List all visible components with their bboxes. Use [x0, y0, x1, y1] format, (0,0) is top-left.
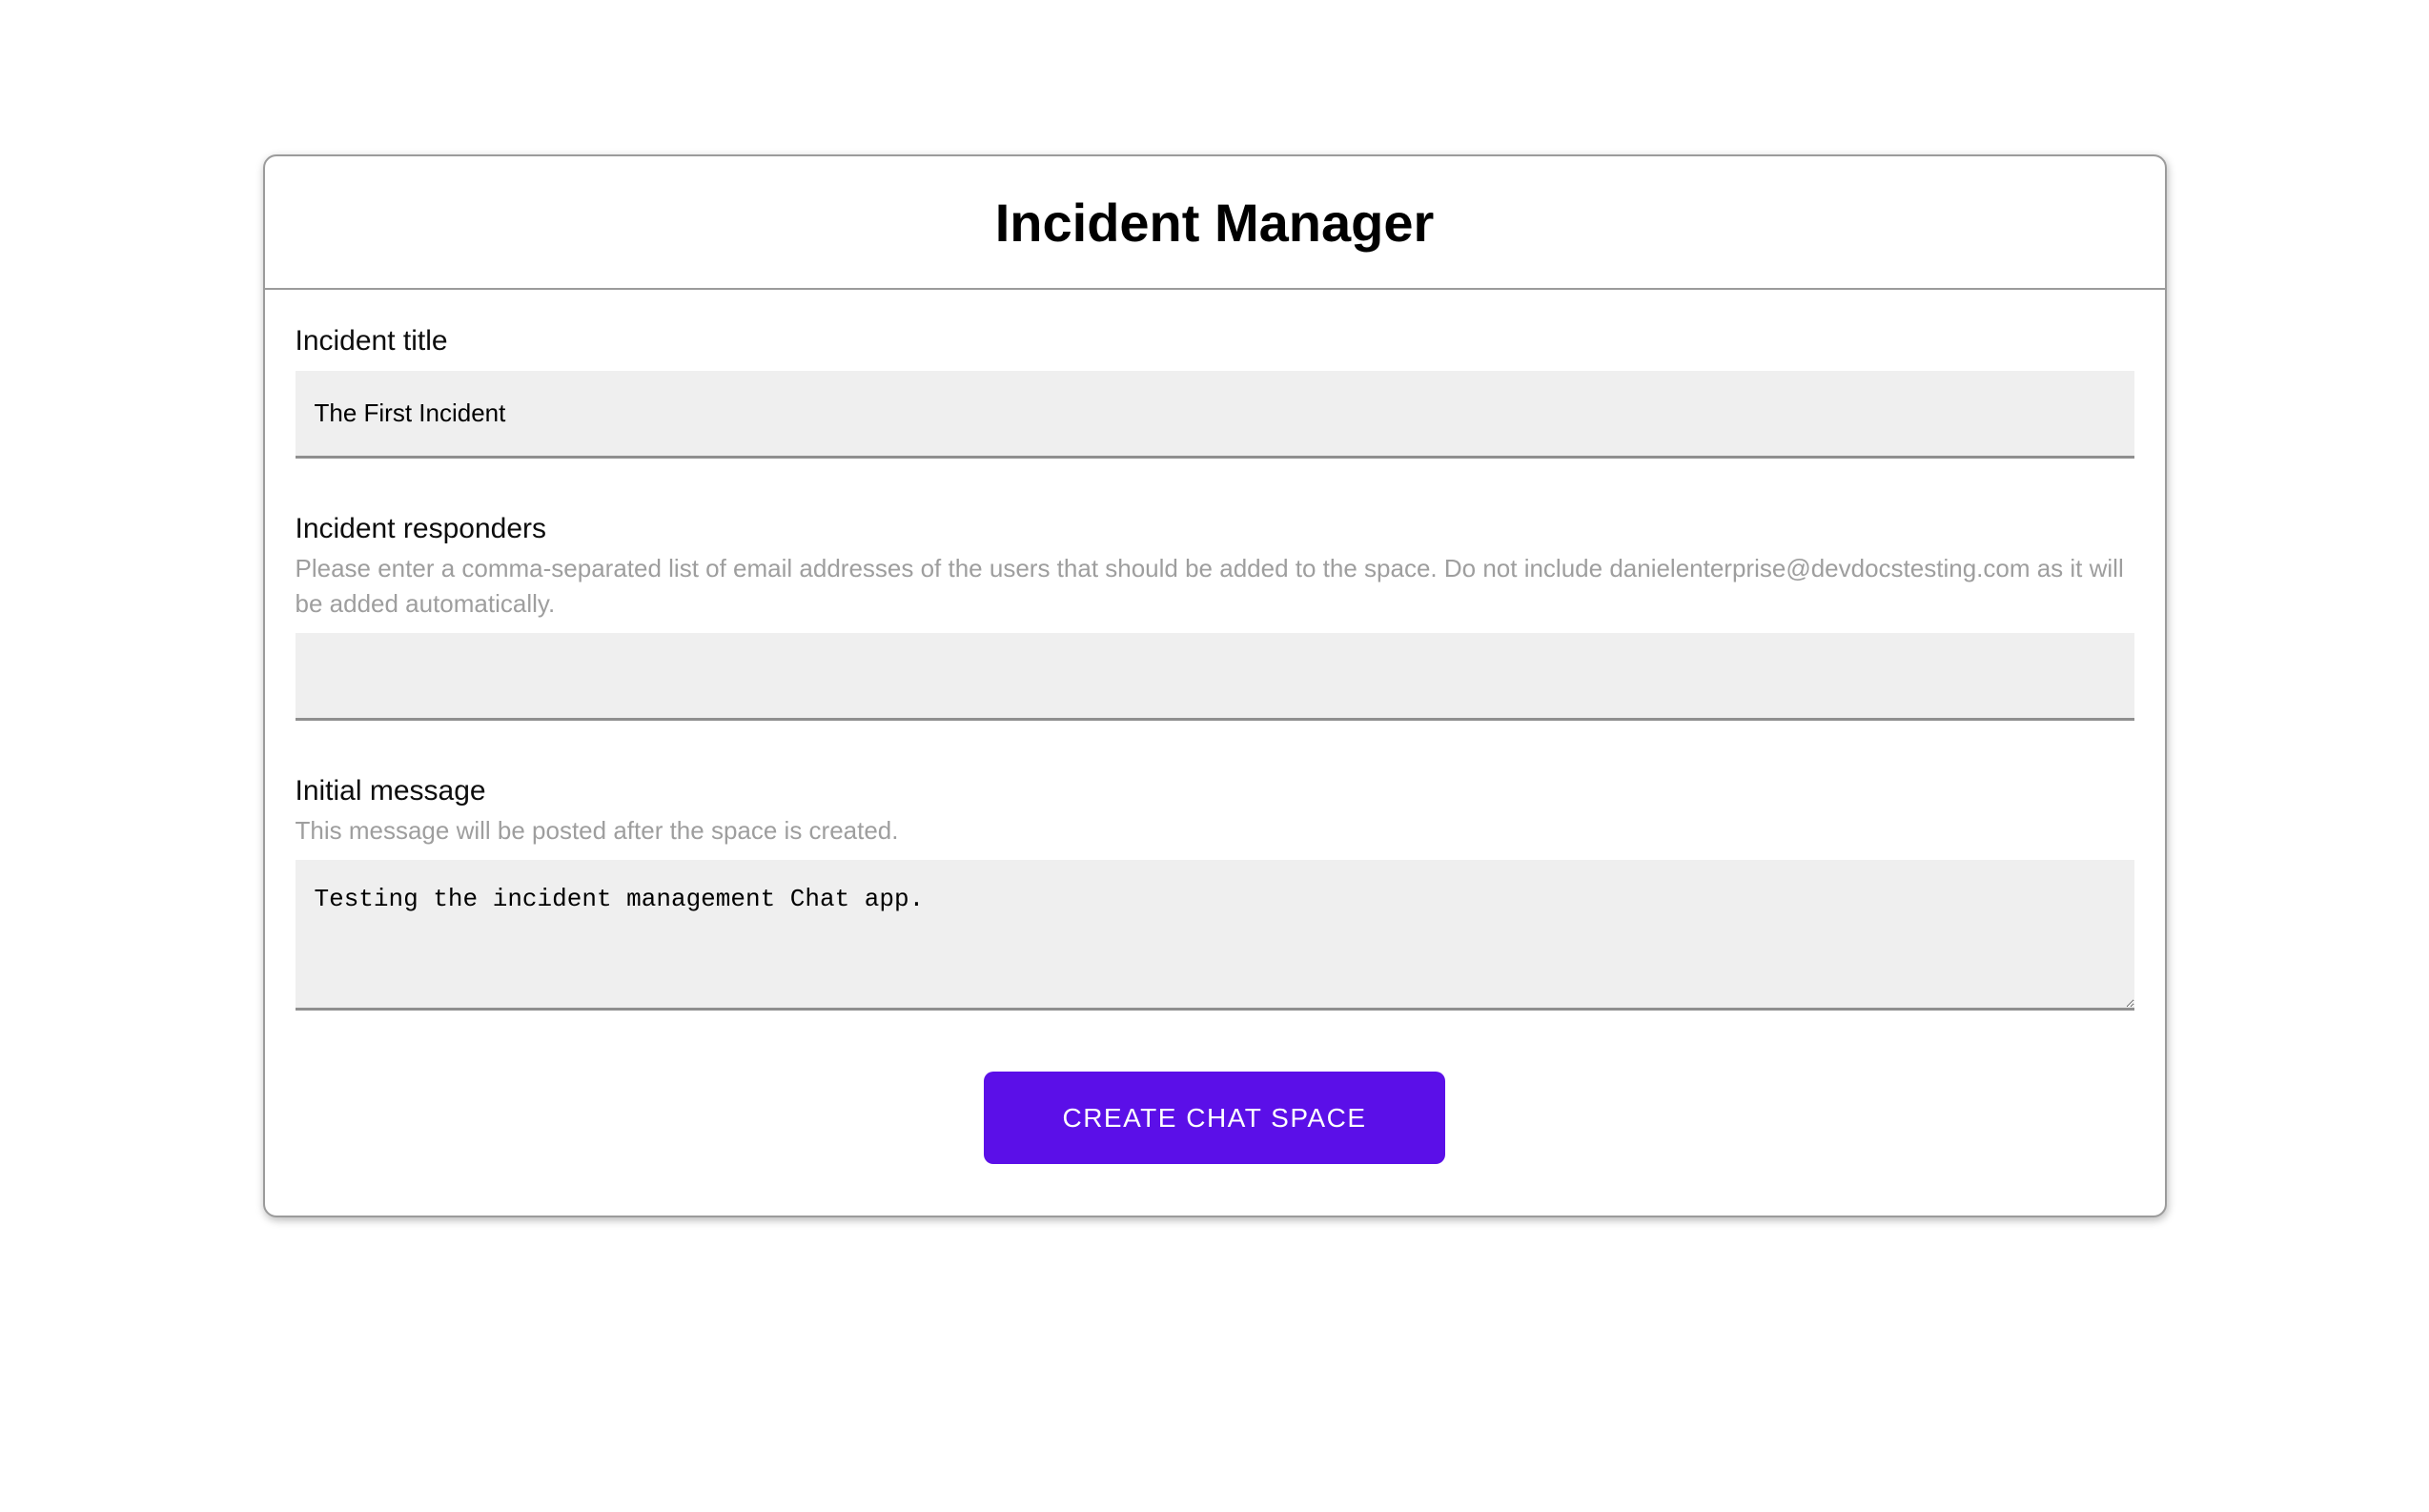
field-incident-responders [296, 512, 2134, 721]
initial-message-description: This message will be posted after the space is created. [295, 816, 899, 845]
card-header [265, 156, 2165, 290]
create-chat-space-button[interactable]: CREATE CHAT SPACE [984, 1072, 1445, 1164]
incident-responders-description: Please enter a comma-separated list of email addresses of the users that should be added to the space. Do not include danielenterprise@devdocstesting.com as it will be added automatically. [295, 554, 2124, 618]
field-incident-title [296, 324, 2134, 459]
incident-title-label: Incident title [295, 325, 448, 357]
page-title: Incident Manager [994, 192, 1435, 253]
initial-message-label: Initial message [295, 775, 486, 807]
field-initial-message [296, 774, 2134, 1011]
button-row [296, 1072, 2134, 1164]
incident-manager-card [263, 154, 2167, 1217]
incident-responders-label: Incident responders [295, 513, 546, 544]
card-body [265, 290, 2165, 1216]
incident-responders-input[interactable] [296, 633, 2134, 721]
incident-title-input[interactable] [296, 371, 2134, 459]
initial-message-textarea[interactable] [296, 860, 2134, 1011]
